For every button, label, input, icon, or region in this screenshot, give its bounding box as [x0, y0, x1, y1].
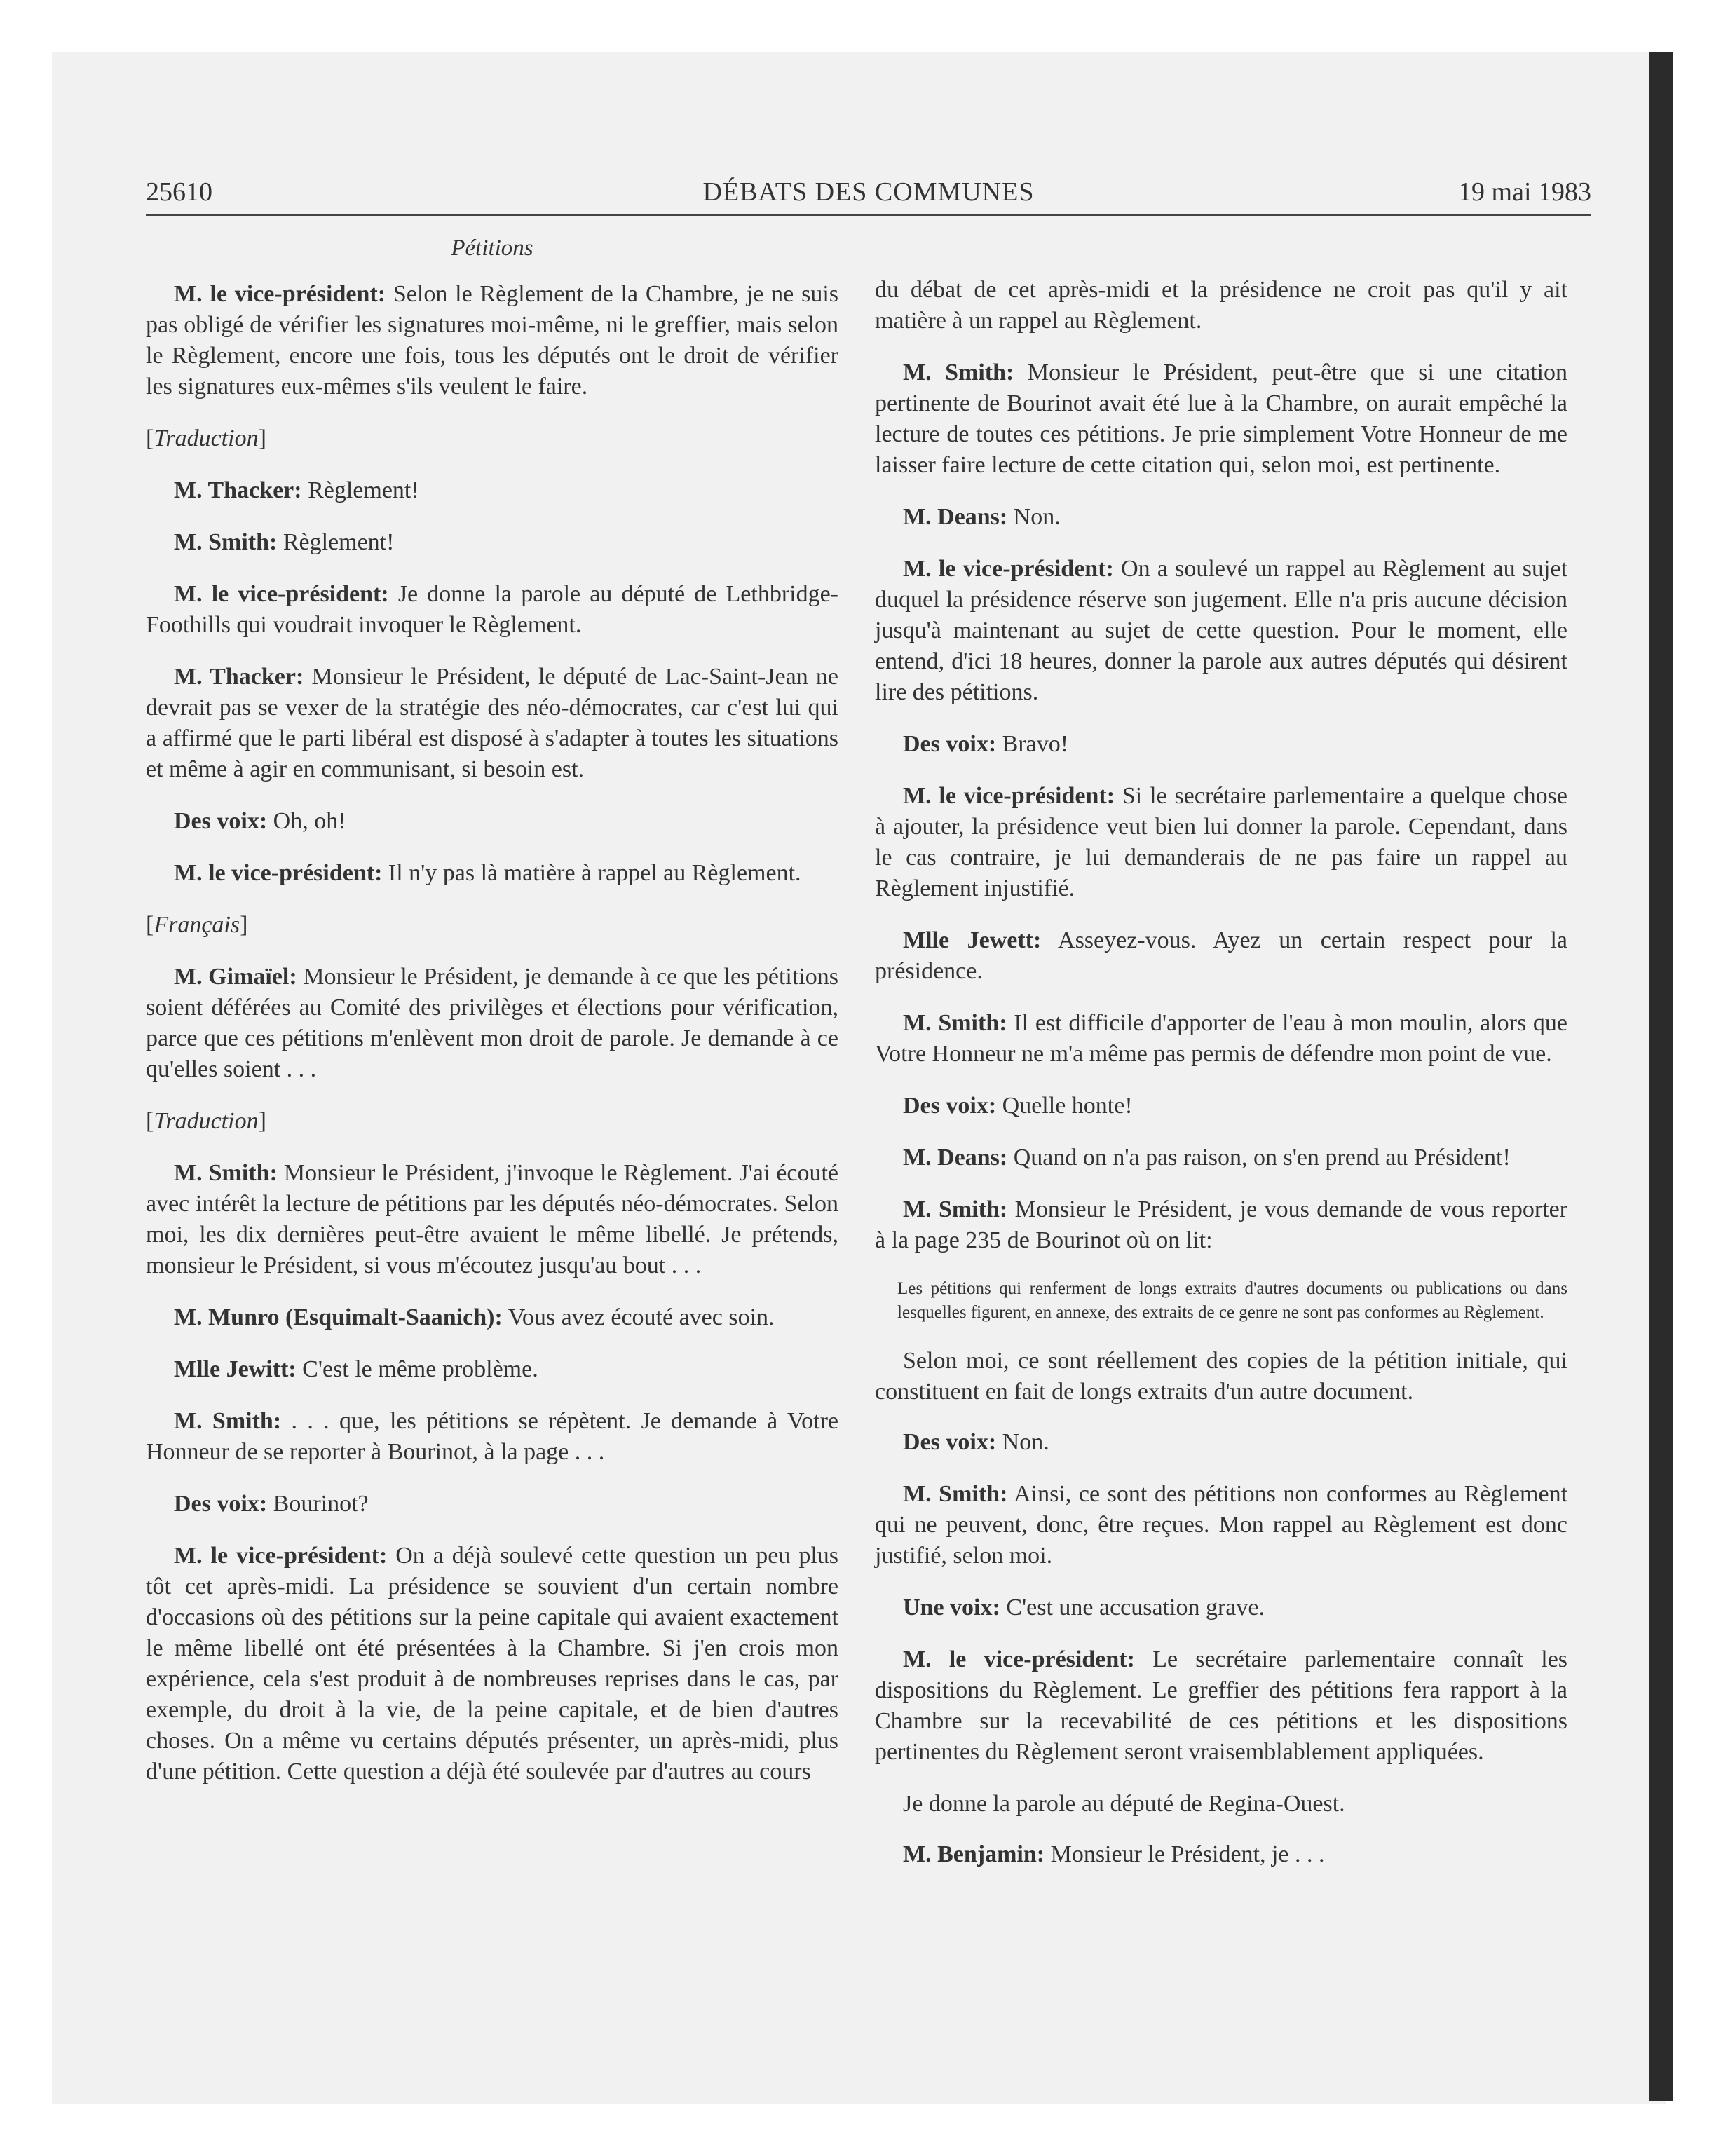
speech-paragraph [146, 1489, 838, 1520]
speaker-name: M. le vice-président: [903, 783, 1115, 809]
tag-bracket-close: ] [240, 912, 248, 938]
speech-text: . . . que, les pétitions se répètent. Je demande à Votre Honneur de se reporter à Bourinot, à la page . . . [146, 1408, 839, 1465]
speech-text: Quand on n'a pas raison, on s'en prend au Président! [1013, 1145, 1511, 1171]
speech-text: Règlement! [283, 529, 395, 555]
speaker-name: Des voix: [174, 808, 268, 834]
tag-label: Traduction [154, 1108, 259, 1134]
speech-text: Monsieur le Président, je . . . [1050, 1841, 1325, 1867]
speaker-name: M. Thacker: [174, 664, 304, 690]
speech-paragraph [875, 357, 1567, 481]
tag-label: Traduction [154, 425, 259, 451]
speech-text: Non. [1002, 1429, 1049, 1455]
right-column [875, 275, 1567, 1891]
speech-paragraph [875, 1091, 1567, 1121]
speech-text: Bourinot? [273, 1491, 369, 1517]
speaker-name: M. Smith: [903, 1010, 1007, 1036]
speech-text: On a déjà soulevé cette question un peu plus tôt cet après-midi. La présidence se souvient d'un certain nombre d'occasions où des pétitions sur la peine capitale qui avaient exactement le même libellé ont été présentées à la Chambre. Si j'en crois mon expérience, cela s'est produit à de nombreuses reprises dans le cas, par exemple, du droit à la vie, de la peine capitale, et de bien d'autres choses. On a même vu certains députés présenter, un après-midi, plus d'une pétition. Cette question a déjà été soulevée par d'autres au cours [146, 1543, 838, 1785]
speaker-name: M. le vice-président: [174, 581, 389, 607]
speech-paragraph [146, 962, 838, 1085]
tag-bracket-open: [ [146, 425, 154, 451]
speech-text: Monsieur le Président, je demande à ce que les pétitions soient déférées au Comité des privilèges et élections pour vérification, parce que ces pétitions m'enlèvent mon droit de parole. Je demande à ce qu'elles soient . . . [146, 964, 838, 1082]
speech-text: Il est difficile d'apporter de l'eau à mon moulin, alors que Votre Honneur ne m'a même pas permis de défendre mon point de vue. [875, 1010, 1568, 1067]
speech-text: Si le secrétaire parlementaire a quelque chose à ajouter, la présidence veut bien lui donner la parole. Cependant, dans le cas contraire, je lui demanderais de ne pas faire un rappel au Règlement injustifié. [875, 783, 1567, 901]
speech-text: Bravo! [1002, 731, 1069, 757]
speaker-name: M. Smith: [903, 1481, 1008, 1507]
language-tag [146, 910, 838, 941]
speech-paragraph [146, 1406, 838, 1468]
speaker-name: Mlle Jewitt: [174, 1356, 297, 1382]
speech-text: Selon le Règlement de la Chambre, je ne suis pas obligé de vérifier les signatures moi-même, ni le greffier, mais selon le Règlement, encore une fois, tous les députés ont le droit de vérifier les signatures eux-mêmes s'ils veulent le faire. [146, 281, 838, 400]
speech-paragraph [875, 1427, 1567, 1458]
speech-paragraph [875, 1479, 1567, 1571]
plain-paragraph: Selon moi, ce sont réellement des copies de la pétition initiale, qui constituent en fait de longs extraits d'un autre document. [875, 1348, 1567, 1405]
speaker-name: M. Deans: [903, 1145, 1008, 1171]
page-binding-edge [1649, 52, 1673, 2101]
speech-paragraph [875, 554, 1567, 708]
speech-paragraph [146, 662, 838, 785]
speech-paragraph [146, 1354, 838, 1385]
speaker-name: M. Smith: [174, 1160, 278, 1186]
left-column [146, 279, 838, 1808]
speech-text: Monsieur le Président, je vous demande de vous reporter à la page 235 de Bourinot où on lit: [875, 1196, 1567, 1253]
speaker-name: Des voix: [903, 1429, 997, 1455]
speaker-name: M. le vice-président: [174, 860, 383, 886]
speech-text: Vous avez écouté avec soin. [508, 1304, 775, 1330]
speech-text: Il n'y pas là matière à rappel au Règlement. [388, 860, 801, 886]
speaker-name: M. Smith: [903, 360, 1014, 386]
speech-text: Monsieur le Président, j'invoque le Règlement. J'ai écouté avec intérêt la lecture de pétitions par les députés néo-démocrates. Selon moi, les dix dernières peut-être avaient le même libellé. Je prétends, monsieur le Président, si vous m'écoutez jusqu'au bout . . . [146, 1160, 839, 1278]
speech-paragraph [875, 1592, 1567, 1623]
speaker-name: M. le vice-président: [903, 556, 1114, 582]
block-quote: Les pétitions qui renferment de longs extraits d'autres documents ou publications ou dans lesquelles figurent, en annexe, des extraits de ce genre ne sont pas conformes au Règlement. [897, 1279, 1567, 1322]
speaker-name: M. Smith: [903, 1196, 1008, 1222]
speech-text: Le secrétaire parlementaire connaît les dispositions du Règlement. Le greffier des pétitions fera rapport à la Chambre sur la recevabilité de ces pétitions et les dispositions pertinentes du Règlement seront vraisemblablement appliquées. [875, 1646, 1568, 1765]
speech-text: C'est une accusation grave. [1006, 1595, 1265, 1621]
speaker-name: M. Smith: [174, 529, 278, 555]
plain-paragraph: Je donne la parole au député de Regina-Ouest. [903, 1791, 1345, 1817]
language-tag [146, 423, 838, 454]
speech-paragraph [875, 1839, 1567, 1870]
tag-bracket-open: [ [146, 912, 154, 938]
speech-text: Ainsi, ce sont des pétitions non conformes au Règlement qui ne peuvent, donc, être reçues. Mon rappel au Règlement est donc justifié, selon moi. [875, 1481, 1568, 1569]
speech-paragraph [146, 1158, 838, 1281]
tag-bracket-close: ] [258, 1108, 266, 1134]
speech-text: Asseyez-vous. Ayez un certain respect pour la présidence. [875, 927, 1568, 984]
speaker-name: M. le vice-président: [903, 1646, 1135, 1672]
speech-paragraph [875, 1142, 1567, 1173]
speech-text: Oh, oh! [273, 808, 346, 834]
speech-paragraph [875, 1194, 1567, 1256]
language-tag [146, 1106, 838, 1137]
speech-paragraph [875, 729, 1567, 760]
speech-text: Monsieur le Président, le député de Lac-Saint-Jean ne devrait pas se vexer de la stratégie des néo-démocrates, car c'est lui qui a affirmé que le parti libéral est disposé à s'adapter à toutes les situations et même à agir en communisant, si besoin est. [146, 664, 838, 782]
speech-paragraph [146, 1302, 838, 1333]
tag-bracket-open: [ [146, 1108, 154, 1134]
speech-paragraph [146, 579, 838, 641]
speaker-name: M. Smith: [174, 1408, 282, 1434]
continuation-paragraph: du débat de cet après-midi et la présidence ne croit pas qu'il y ait matière à un rappel au Règlement. [875, 277, 1567, 334]
page-number: 25610 [146, 177, 212, 207]
speech-text: C'est le même problème. [302, 1356, 538, 1382]
speaker-name: Mlle Jewett: [903, 927, 1042, 953]
speech-paragraph [146, 806, 838, 837]
speaker-name: M. Munro (Esquimalt-Saanich): [174, 1304, 503, 1330]
speech-paragraph [875, 925, 1567, 987]
speech-paragraph [875, 781, 1567, 904]
speaker-name: M. le vice-président: [174, 1543, 388, 1569]
speaker-name: Des voix: [174, 1491, 268, 1517]
speech-paragraph [875, 502, 1567, 533]
speaker-name: Une voix: [903, 1595, 1000, 1621]
speech-paragraph [146, 858, 838, 889]
page-header [146, 177, 1591, 216]
section-title: Pétitions [451, 236, 533, 261]
speaker-name: Des voix: [903, 1093, 997, 1119]
speaker-name: M. Gimaïel: [174, 964, 297, 990]
speaker-name: M. Benjamin: [903, 1841, 1045, 1867]
speech-text: Non. [1013, 504, 1061, 530]
speech-text: On a soulevé un rappel au Règlement au sujet duquel la présidence réserve son jugement. Elle n'a pris aucune décision jusqu'à maintenant au sujet de cette question. Pour le moment, elle entend, d'ici 18 heures, donner la parole aux autres députés qui désirent lire des pétitions. [875, 556, 1568, 705]
speech-text: Je donne la parole au député de Lethbridge-Foothills qui voudrait invoquer le Règlement. [146, 581, 838, 638]
speech-paragraph [146, 279, 838, 402]
speech-paragraph [146, 527, 838, 558]
speech-text: Règlement! [308, 477, 419, 503]
speech-paragraph [146, 1541, 838, 1787]
tag-label: Français [154, 912, 240, 938]
speaker-name: Des voix: [903, 731, 997, 757]
speaker-name: M. le vice-président: [174, 281, 386, 307]
publication-date: 19 mai 1983 [1458, 177, 1591, 207]
speech-paragraph [875, 1644, 1567, 1768]
speech-paragraph [875, 1008, 1567, 1070]
speech-text: Monsieur le Président, peut-être que si une citation pertinente de Bourinot avait été lue à la Chambre, on aurait empêché la lecture de toutes ces pétitions. Je prie simplement Votre Honneur de me laisser faire lecture de cette citation qui, selon moi, est pertinente. [875, 360, 1567, 478]
speaker-name: M. Thacker: [174, 477, 302, 503]
speaker-name: M. Deans: [903, 504, 1008, 530]
publication-title: DÉBATS DES COMMUNES [702, 177, 1035, 207]
speech-paragraph [146, 475, 838, 506]
tag-bracket-close: ] [258, 425, 266, 451]
speech-text: Quelle honte! [1002, 1093, 1133, 1119]
